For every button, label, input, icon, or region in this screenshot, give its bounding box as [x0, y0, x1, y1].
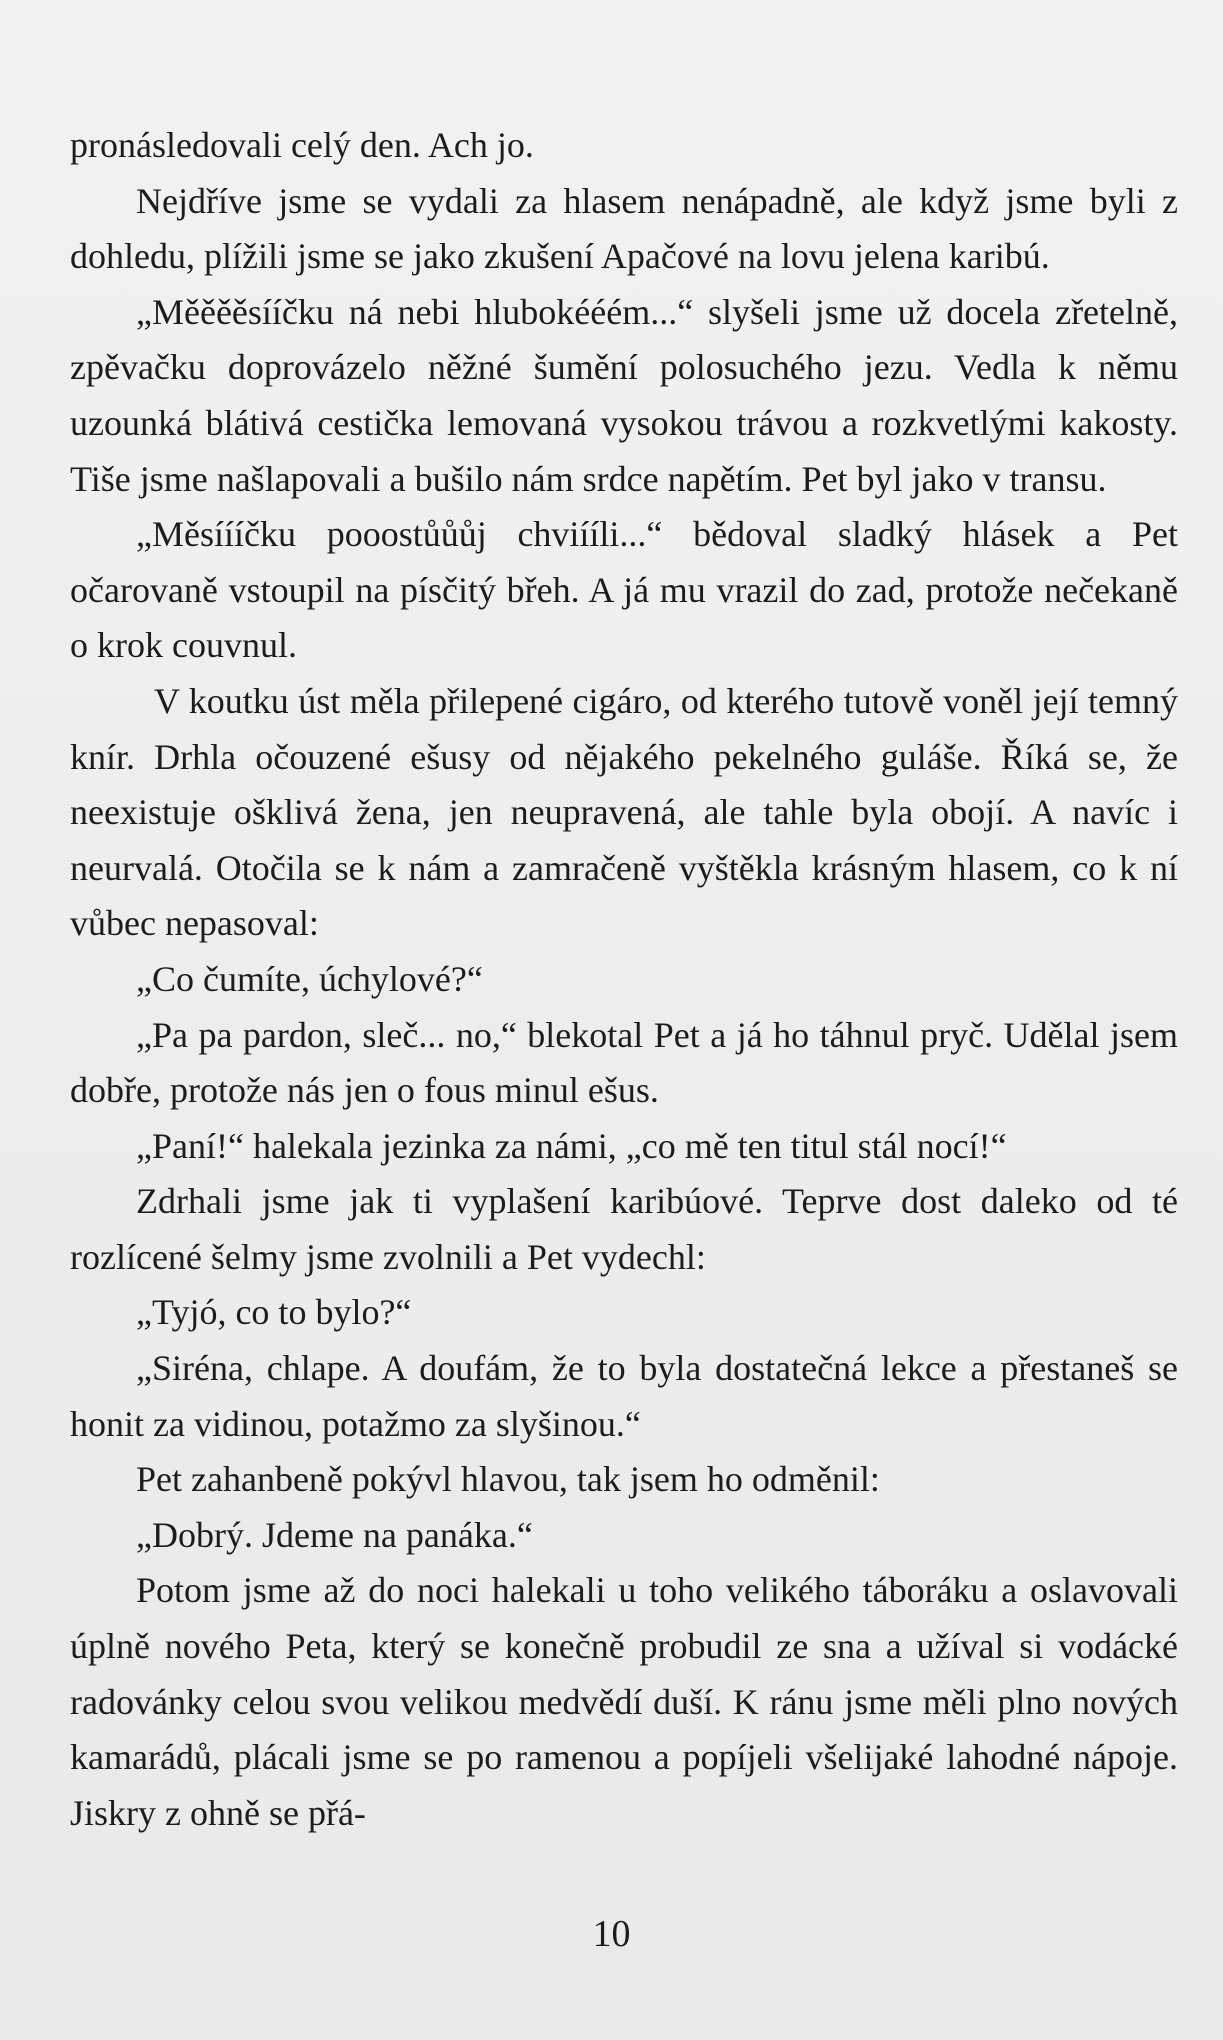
paragraph: „Paní!“ halekala jezinka za námi, „co mě ten titul stál nocí!“	[136, 1125, 1007, 1166]
body-text	[70, 118, 1178, 1841]
paragraph: „Dobrý. Jdeme na panáka.“	[136, 1514, 533, 1555]
paragraph: „Tyjó, co to bylo?“	[136, 1292, 412, 1333]
paragraph: Pet zahanbeně pokývl hlavou, tak jsem ho odměnil:	[136, 1459, 880, 1500]
paragraph: „Měsíííčku pooostůůůj chviííli...“ bědoval sladký hlásek a Pet očarovaně vstoupil na písčitý břeh. A já mu vrazil do zad, protože nečekaně o krok couvnul.	[70, 514, 1178, 666]
paragraph: pronásledovali celý den. Ach jo.	[70, 125, 534, 165]
paragraph: „Pa pa pardon, sleč... no,“ blekotal Pet a já ho táhnul pryč. Udělal jsem dobře, protože nás jen o fous minul ešus.	[70, 1014, 1178, 1111]
paragraph: Zdrhali jsme jak ti vyplašení karibúové. Teprve dost daleko od té rozlícené šelmy jsme zvolnili a Pet vydechl:	[70, 1181, 1178, 1277]
paragraph: „Měěěěsííčku ná nebi hlubokééém...“ slyšeli jsme už docela zřetelně, zpěvačku doprovázelo něžné šumění polosuchého jezu. Vedla k němu uzounká blátivá cestička lemovaná vysokou trávou a rozkvetlými kakosty. Tiše jsme našlapovali a bušilo nám srdce napětím. Pet byl jako v transu.	[70, 291, 1178, 499]
paragraph: „Co čumíte, úchylové?“	[136, 958, 483, 999]
paragraph: Nejdříve jsme se vydali za hlasem nenápadně, ale když jsme byli z dohledu, plížili jsme se jako zkušení Apačové na lovu jelena karibú.	[70, 180, 1178, 277]
paragraph: Potom jsme až do noci halekali u toho velikého táboráku a oslavovali úplně nového Peta, který se konečně probudil ze sna a užíval si vodácké radovánky celou svou velikou medvědí duší. K ránu jsme měli plno nových kamarádů, plácali jsme se po ramenou a popíjeli všelijaké lahodné nápoje. Jiskry z ohně se přá-	[70, 1570, 1178, 1833]
page-number: 10	[592, 1913, 631, 1955]
paragraph: „Siréna, chlape. A doufám, že to byla dostatečná lekce a přestaneš se honit za vidinou, potažmo za slyšinou.“	[70, 1348, 1178, 1444]
paragraph: V koutku úst měla přilepené cigáro, od kterého tutově voněl její temný knír. Drhla očouzené ešusy od nějakého pekelného guláše. Říká se, že neexistuje ošklivá žena, jen neupravená, ale tahle byla obojí. A navíc i neurvalá. Otočila se k nám a zamračeně vyštěkla krásným hlasem, co k ní vůbec nepasoval:	[70, 680, 1178, 944]
